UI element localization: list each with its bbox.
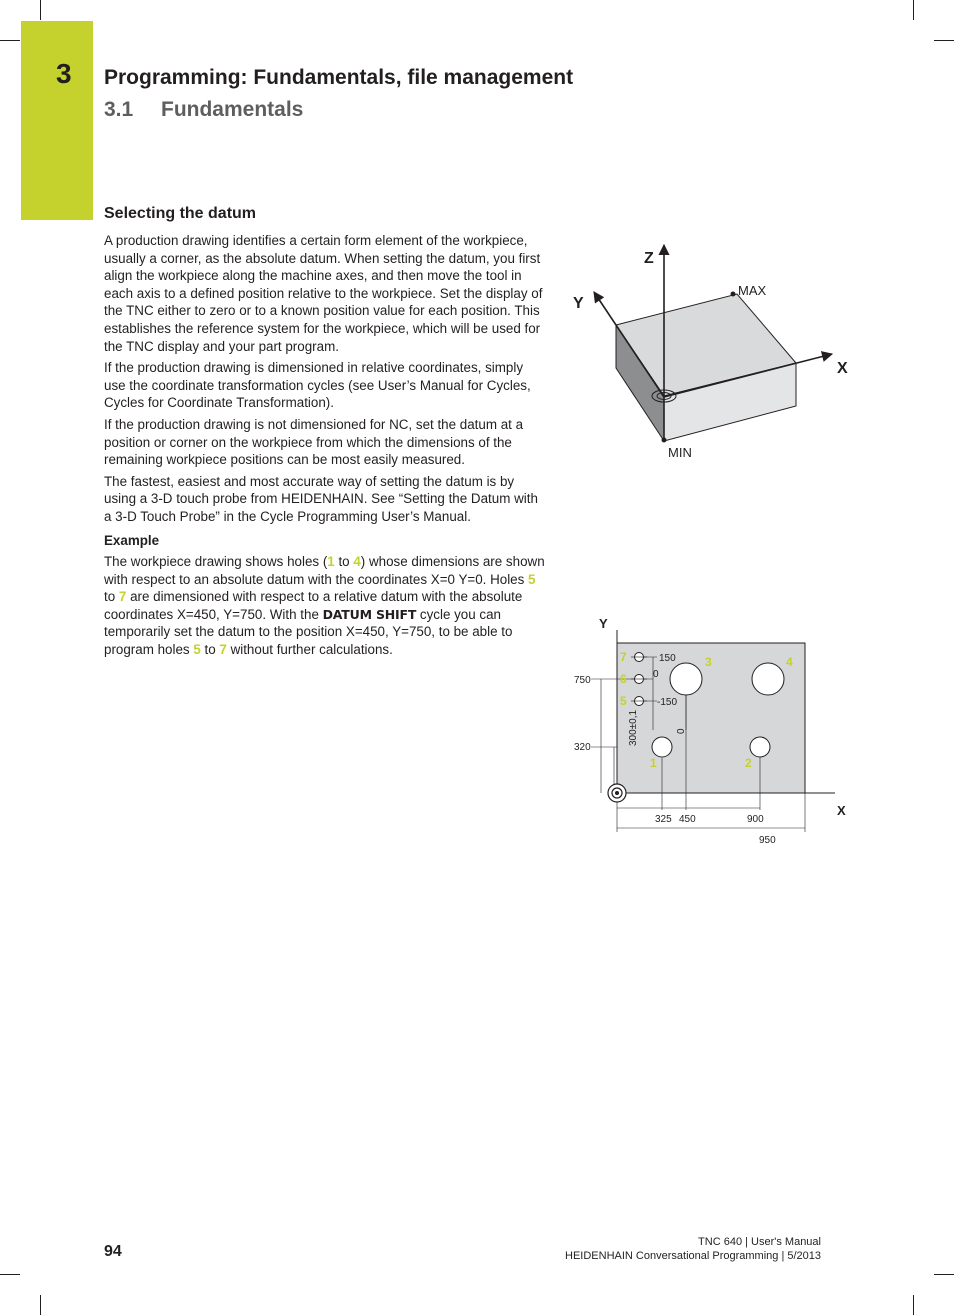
y-axis-label: Y [573,295,584,312]
y-axis-label: Y [599,616,608,631]
hole-number: 6 [620,672,627,686]
datum-symbol [615,791,619,795]
rel-label-minus150: -150 [657,697,678,708]
dim-label-450: 450 [679,814,696,825]
chapter-tab [21,21,93,220]
example-heading: Example [104,532,160,548]
crop-mark [40,0,41,20]
x-axis-label: X [837,360,848,377]
hole-number: 3 [705,655,712,669]
footer-line: TNC 640 | User's Manual [698,1236,821,1248]
subsection-heading: Selecting the datum [104,205,257,222]
dim-label-950: 950 [759,835,776,846]
z-axis-label: Z [644,250,654,267]
crop-mark [934,40,954,41]
hole-dimension-figure [565,610,855,850]
footer-line: HEIDENHAIN Conversational Programming | 5/2013 [565,1250,821,1262]
hole-ref: 7 [219,642,227,658]
section-number: 3.1 [104,98,134,121]
footer-text [565,1235,821,1263]
cycle-name: DATUM SHIFT [322,606,417,622]
rel-label-300: 300±0,1 [628,709,639,746]
rel-label-0: 0 [653,669,659,680]
paragraph: A production drawing identifies a certain form element of the workpiece, usually a corner, as the absolute datum. When setting the datum, you first align the workpiece along the machine axes, and then move the tool in each axis to a defined position relative to the workpiece. Set the display of the TNC either to zero or to a known position value for each position. This establishes the reference system for the workpiece, which will be used for the TNC display and your part program. [104,233,543,354]
min-label: MIN [668,445,692,460]
hole-number: 1 [650,756,657,770]
hole-number: 2 [745,756,752,770]
hole-3 [670,663,702,695]
chapter-title: Programming: Fundamentals, file management [104,66,574,89]
workpiece-axes-figure [560,235,860,470]
crop-mark [913,1295,914,1315]
hole-ref: 5 [193,642,201,658]
rel-label-0-x: 0 [676,728,687,734]
min-point [662,438,667,443]
rel-label-150: 150 [659,653,676,664]
hole-1 [652,737,672,757]
max-point [731,292,736,297]
crop-mark [40,1295,41,1315]
section-title: Fundamentals [161,98,304,121]
example-paragraph: The workpiece drawing shows holes (1 to 4) whose dimensions are shown with respect to an absolute datum with the coordinates X=0 Y=0. Holes 5 to 7 are dimensioned with respect to a relative datum with the absolute coordinates X=450, Y=750. With the DATUM SHIFT cycle you can temporarily set the datum to the position X=450, Y=750, to be able to program holes 5 to 7 without further calculations. [104,554,545,658]
dim-label-900: 900 [747,814,764,825]
hole-number: 4 [786,655,793,669]
hole-number: 7 [620,650,627,664]
page-number: 94 [104,1243,122,1260]
hole-ref: 4 [353,554,361,570]
body-text [104,232,546,663]
hole-ref: 1 [327,554,335,570]
dim-label-750: 750 [574,675,591,686]
crop-mark [934,1274,954,1275]
chapter-number: 3 [56,58,72,89]
dim-label-325: 325 [655,814,672,825]
max-label: MAX [738,283,767,298]
x-axis-label: X [837,803,846,818]
dim-label-320: 320 [574,742,591,753]
hole-number: 5 [620,694,627,708]
hole-ref: 5 [528,571,536,587]
hole-2 [750,737,770,757]
paragraph: If the production drawing is dimensioned in relative coordinates, simply use the coordinate transformation cycles (see User’s Manual for Cycles, Cycles for Coordinate Transformation). [104,360,531,411]
paragraph: If the production drawing is not dimensioned for NC, set the datum at a position or corner on the workpiece from which the dimensions of the remaining workpiece positions can be most easily measured. [104,416,524,468]
hole-4 [752,663,784,695]
crop-mark [0,1274,20,1275]
crop-mark [913,0,914,20]
paragraph: The fastest, easiest and most accurate way of setting the datum is by using a 3-D touch probe from HEIDENHAIN. See “Setting the Datum with a 3-D Touch Probe” in the Cycle Programming User’s Manual. [104,473,538,524]
crop-mark [0,40,20,41]
hole-ref: 7 [118,589,127,605]
